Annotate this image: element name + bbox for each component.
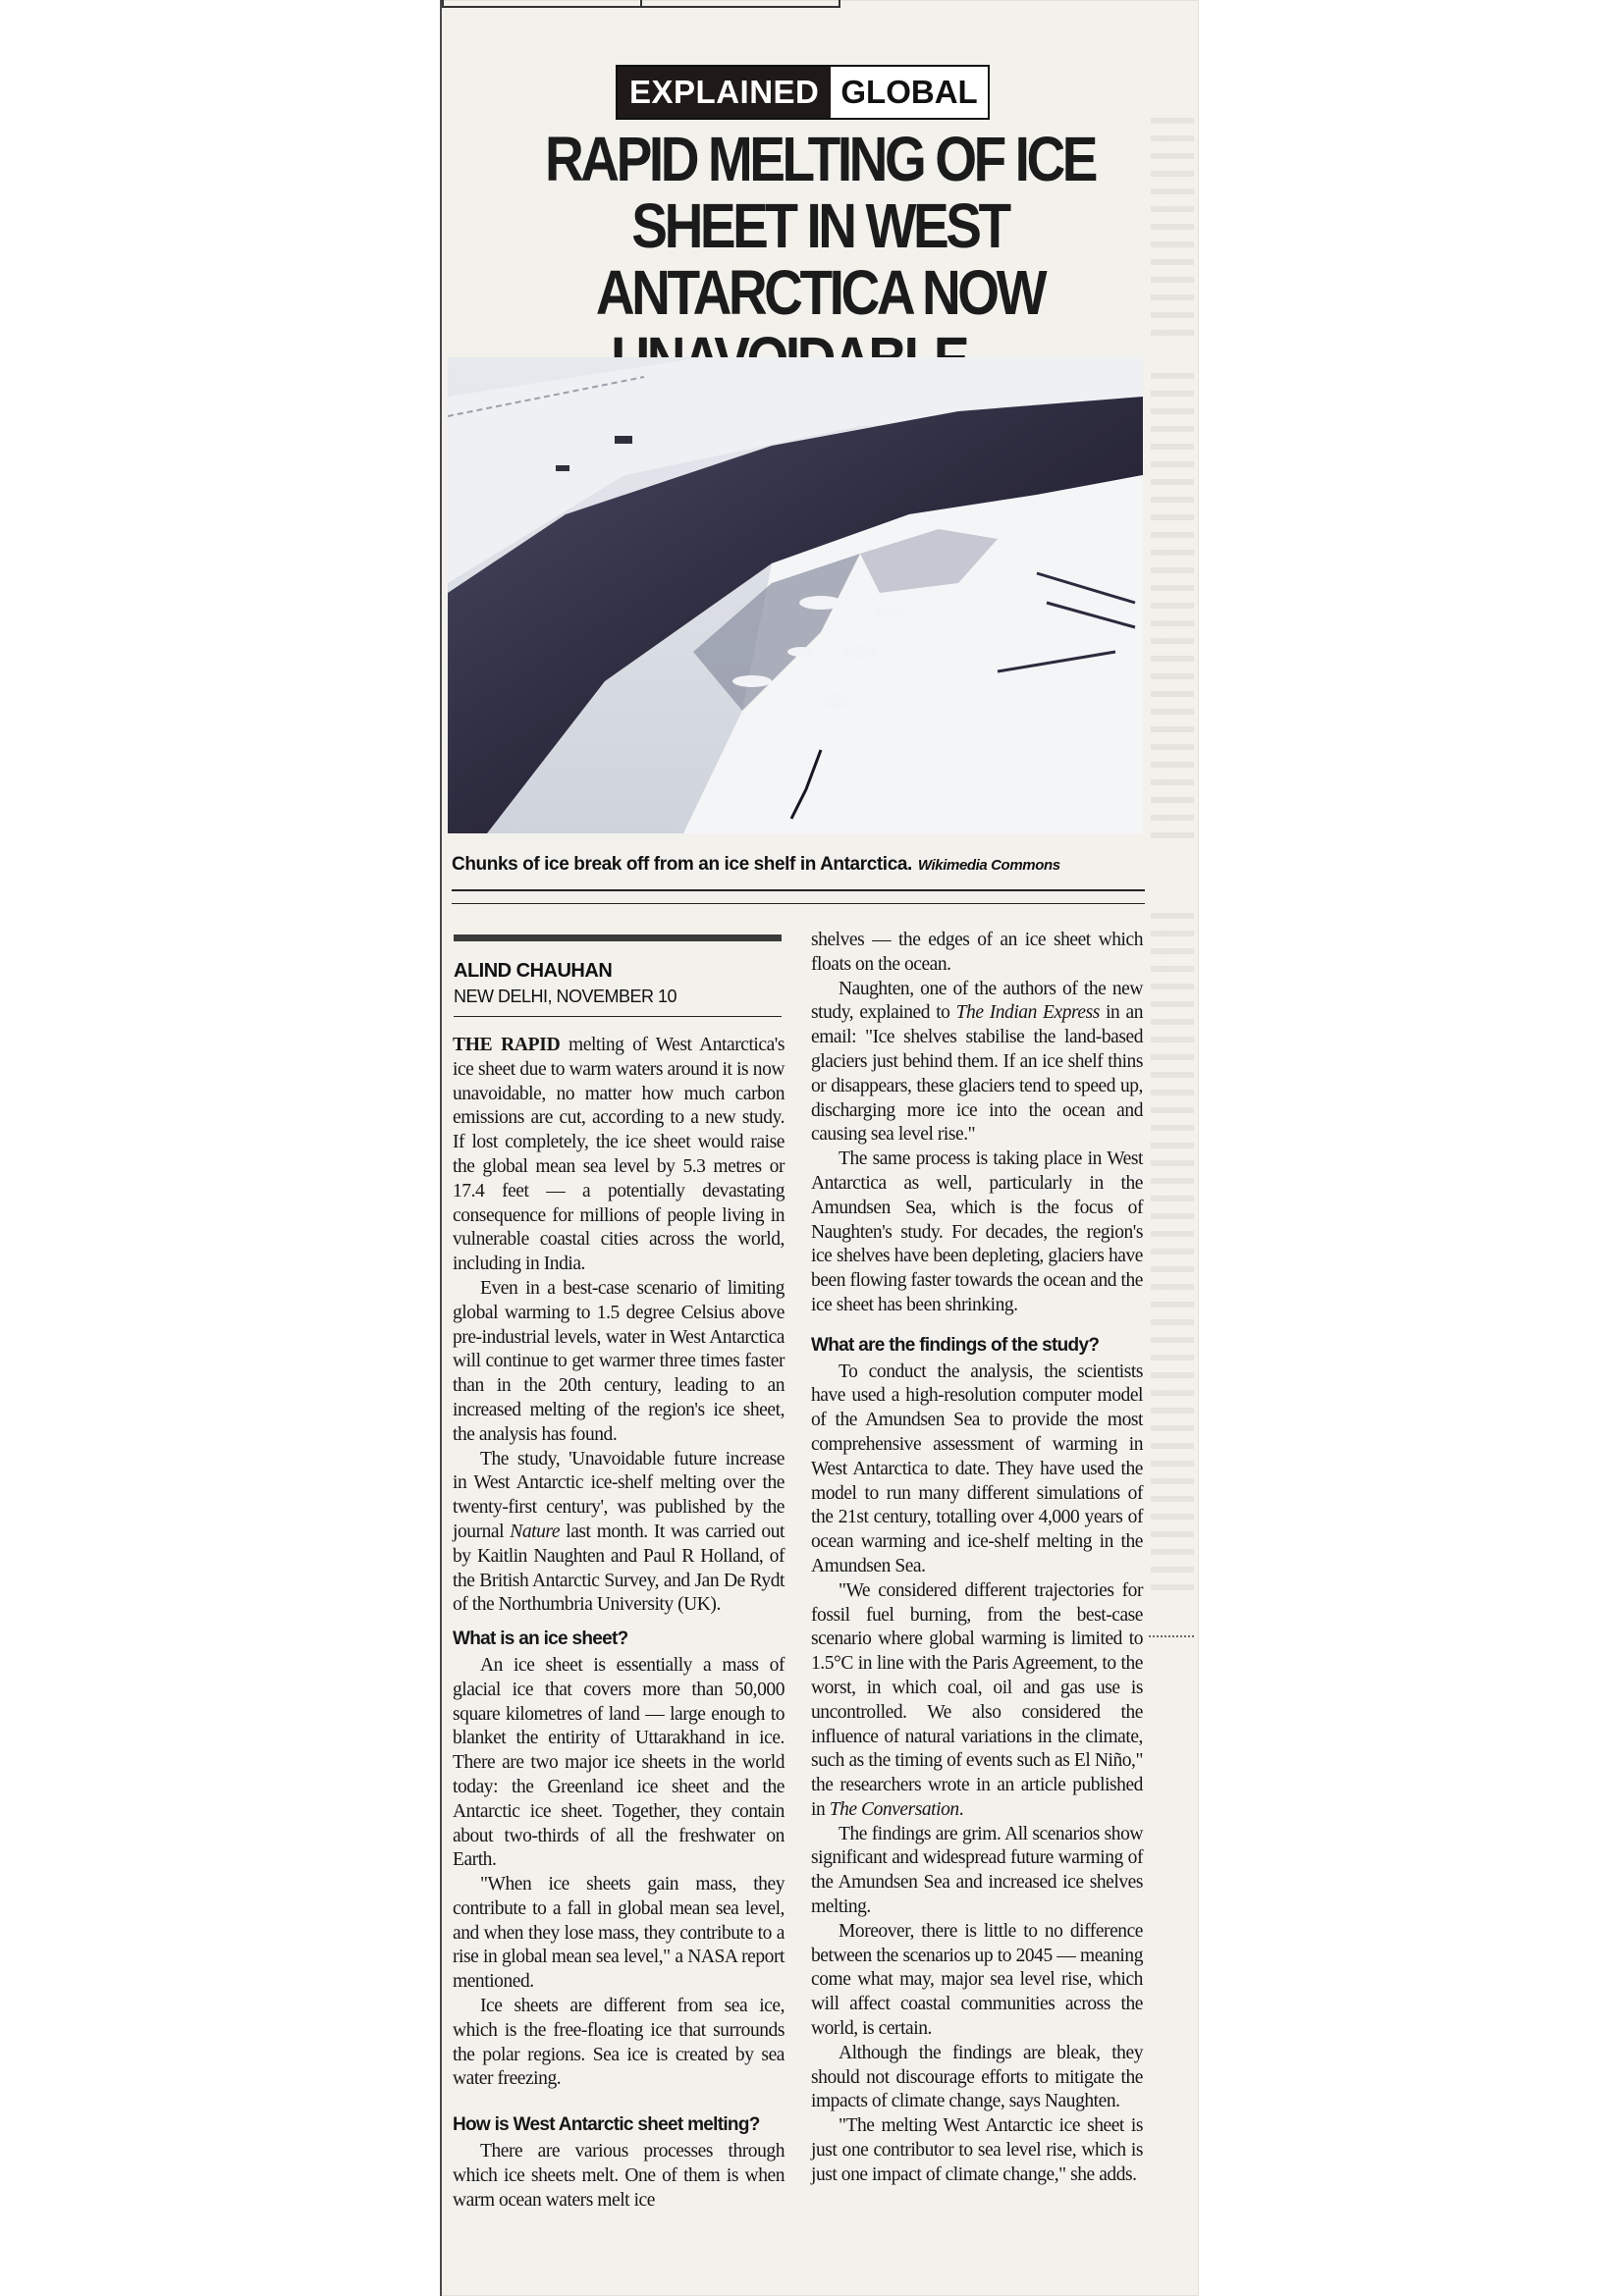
article-paragraph: There are various processes through which ice sheets melt. One of them is when warm ocean waters melt ice <box>453 2141 785 2211</box>
article-paragraph: The study, 'Unavoidable future increase in West Antarctic ice-shelf melting over the twenty-first century', was published by the journal Nature last month. It was carried out by Kaitlin Naughten and Paul R Holland, of the British Antarctic Survey, and Jan De Rydt of the Northumbria University (UK). <box>453 1448 785 1616</box>
headline-line-2: ANTARCTICA NOW <box>595 257 1045 328</box>
bleed-through-text <box>1151 373 1194 844</box>
subheading: What are the findings of the study? <box>811 1334 1100 1356</box>
article-paragraph: An ice sheet is essentially a mass of glacial ice that covers more than 50,000 square kilometres of land — large enough to blanket the entirity of Uttarakhand in ice. There are two major ice sheets in the world today: the Greenland ice sheet and the Antarctic ice sheet. Together, they contain about two-thirds of all the freshwater on Earth. <box>453 1654 785 1871</box>
section-kicker <box>616 65 990 120</box>
caption-rule <box>452 889 1145 891</box>
lead-in: THE RAPID <box>453 1035 561 1055</box>
article-paragraph: "We considered different trajectories for fossil fuel burning, from the best-case scenario where global warming is limited to 1.5°C in line with the Paris Agreement, to the worst, in which coal, oil and gas use is uncontrolled. We also considered the influence of natural variations in the climate, such as the timing of events such as El Niño," the researchers wrote in an article published in The Conversation. <box>811 1579 1143 1820</box>
subheading: How is West Antarctic sheet melting? <box>453 2114 760 2136</box>
kicker-global: GLOBAL <box>831 67 987 118</box>
article-paragraph: Ice sheets are different from sea ice, which is the free-floating ice that surrounds the polar regions. Sea ice is created by sea water freezing. <box>453 1996 785 2090</box>
article-paragraph: "When ice sheets gain mass, they contribute to a fall in global mean sea level, and when they lose mass, they contribute to a rise in global mean sea level," a NASA report mentioned. <box>453 1874 785 1993</box>
top-border-stub <box>640 0 840 8</box>
article-paragraph: shelves — the edges of an ice sheet which floats on the ocean. <box>811 930 1143 975</box>
article-paragraph: To conduct the analysis, the scientists have used a high-resolution computer model of the Amundsen Sea to provide the most comprehensive assessment of warming in West Antarctica to date. They have used the model to run many different simulations of the 21st century, totalling over 4,000 years of ocean warming and ice-shelf melting in the Amundsen Sea. <box>811 1361 1143 1576</box>
article-paragraph: The same process is taking place in West Antarctica as well, particularly in the Amundsen Sea, which is the focus of Naughten's study. For decades, the region's ice shelves have been depleting, glaciers have been flowing faster towards the ocean and the ice sheet has been shrinking. <box>811 1148 1143 1315</box>
top-border-stub <box>442 0 642 8</box>
article-paragraph: Although the findings are bleak, they should not discourage efforts to mitigate the impacts of climate change, says Naughten. <box>811 2042 1143 2112</box>
byline <box>454 960 783 1007</box>
article-paragraph: Even in a best-case scenario of limiting global warming to 1.5 degree Celsius above pre-industrial levels, water in West Antarctica will continue to get warmer three times faster than in the 20th century, leading to an increased melting of the region's ice sheet, the analysis has found. <box>453 1277 785 1445</box>
kicker-explained: EXPLAINED <box>618 67 831 118</box>
journal-name: Nature <box>510 1521 561 1542</box>
subheading: What is an ice sheet? <box>453 1629 628 1650</box>
author-name: ALIND CHAUHAN <box>454 960 613 982</box>
article-paragraph: "The melting West Antarctic ice sheet is just one contributor to sea level rise, which is just one impact of climate change," she adds. <box>811 2115 1143 2185</box>
ice-shelf-illustration <box>448 357 1143 833</box>
dotted-rule <box>1149 1635 1194 1637</box>
photo-caption <box>452 854 1149 876</box>
article-column-2 <box>811 929 1143 2188</box>
ice-shelf-photo <box>448 357 1143 833</box>
publication-name: The Conversation <box>829 1798 959 1820</box>
bleed-through-text <box>1151 913 1194 1600</box>
caption-text: Chunks of ice break off from an ice shelf in Antarctica. <box>452 854 912 875</box>
article-column-1 <box>453 1034 785 2213</box>
byline-rule <box>454 1016 782 1017</box>
article-paragraph: Naughten, one of the authors of the new study, explained to The Indian Express in an email: "Ice shelves stabilise the land-based glaciers just behind them. If an ice shelf thins or disappears, these glaciers tend to speed up, discharging more ice into the ocean and causing sea level rise." <box>811 978 1143 1146</box>
caption-rule-2 <box>452 903 1145 904</box>
photo-credit: Wikimedia Commons <box>917 857 1060 874</box>
article-paragraph: THE RAPID melting of West Antarctica's ice sheet due to warm waters around it is now unavoidable, no matter how much carbon emissions are cut, according to a new study. If lost completely, the ice sheet would raise the global mean sea level by 5.3 metres or 17.4 feet — a potentially devastating consequence for millions of people living in vulnerable coastal cities across the world, including in India. <box>453 1035 785 1275</box>
column-rule-left <box>440 0 442 2296</box>
headline-line-1: RAPID MELTING OF ICE SHEET IN WEST <box>544 124 1096 261</box>
article-paragraph: Moreover, there is little to no difference between the scenarios up to 2045 — meaning come what may, major sea level rise, which will affect coastal communities across the world, is certain. <box>811 1920 1143 2040</box>
byline-bar <box>454 934 782 941</box>
article-paragraph: The findings are grim. All scenarios show significant and widespread future warming of the Amundsen Sea and increased ice shelves melting. <box>811 1823 1143 1918</box>
bleed-through-text <box>1151 118 1194 344</box>
publication-name: The Indian Express <box>955 1002 1100 1024</box>
dateline: NEW DELHI, NOVEMBER 10 <box>454 987 677 1006</box>
